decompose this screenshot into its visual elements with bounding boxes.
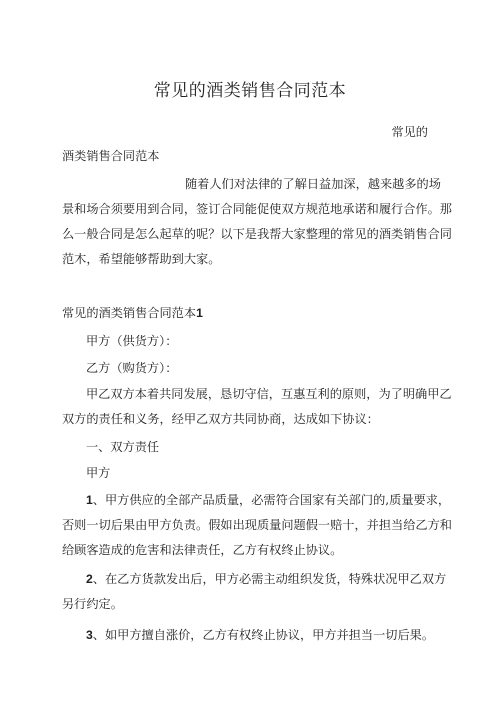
item-1-text: 、甲方供应的全部产品质量，必需符合国家有关部门的,质量要求， — [92, 493, 451, 507]
item-3-text: 、如甲方擅自涨价，乙方有权终止协议，甲方并担当一切后果。 — [92, 628, 435, 642]
item-2-text: 、在乙方货款发出后，甲方必需主动组织发货，特殊状况甲乙双方 — [92, 572, 447, 586]
item-2-number: 2 — [86, 572, 93, 586]
preamble-line-2: 双方的责任和义务，经甲乙双方共同协商，达成如下协议： — [62, 412, 379, 426]
section-heading — [62, 302, 203, 325]
item-1-line-3: 给顾客造成的危害和法律责任，乙方有权终止协议。 — [62, 543, 343, 557]
item-1-line-2: 否则一切后果由甲方负责。假如出现质量问题假一赔十，并担当给乙方和 — [62, 518, 452, 532]
sub-heading: 甲方 — [86, 466, 111, 480]
section-heading-text: 常见的酒类销售合同范本 — [62, 306, 197, 320]
item-2-line-2: 另行约定。 — [62, 597, 123, 611]
intro-fragment-right: 常见的 — [391, 125, 428, 139]
intro-line-2: 景和场合须要用到合同，签订合同能促使双方规范地承诺和履行合作。那 — [62, 202, 452, 216]
clause-heading: 一、双方责任 — [86, 440, 160, 454]
section-heading-number: 1 — [196, 306, 203, 320]
document-title: 常见的酒类销售合同范本 — [153, 81, 347, 101]
item-3-number: 3 — [86, 628, 93, 642]
party-a-label: 甲方（供货方）： — [86, 334, 178, 348]
item-1-number: 1 — [86, 493, 93, 507]
intro-line-1: 随着人们对法律的了解日益加深，越来越多的场 — [185, 177, 441, 191]
item-2-line-1 — [86, 568, 446, 591]
preamble-line-1: 甲乙双方本着共同发展，恳切守信，互惠互利的原则，为了明确甲乙 — [86, 387, 452, 401]
party-b-label: 乙方（购货方）： — [86, 361, 178, 375]
item-3-line-1 — [86, 624, 434, 647]
intro-line-3: 么一般合同是怎么起草的呢？以下是我帮大家整理的常见的酒类销售合同 — [62, 227, 452, 241]
item-1-line-1 — [86, 489, 450, 512]
intro-fragment-left: 酒类销售合同范本 — [62, 149, 160, 163]
intro-line-4: 范木，希望能够帮助到大家。 — [62, 252, 221, 266]
